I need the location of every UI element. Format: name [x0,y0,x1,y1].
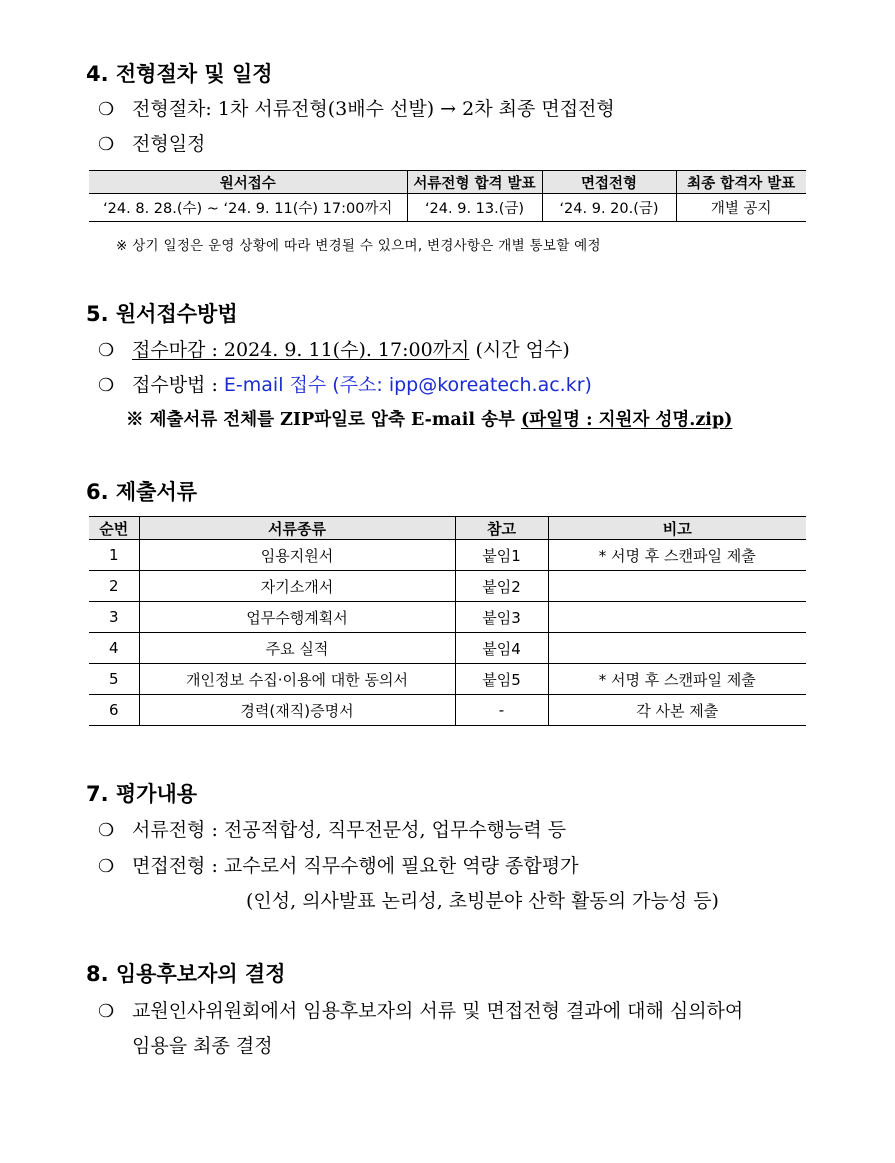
zip-filename: (파일명 : 지원자 성명.zip) [521,410,733,430]
deadline-note: (시간 엄수) [469,339,570,361]
schedule-cell: ‘24. 8. 28.(수) ~ ‘24. 9. 11(수) 17:00까지 [89,194,407,222]
schedule-row [89,194,806,222]
deadline-line [98,335,570,362]
doc-eval-line [98,815,566,842]
email-address[interactable]: E-mail 접수 (주소: ipp@koreatech.ac.kr) [223,374,592,396]
method-line [98,370,592,397]
bullet-circle-icon: ❍ [98,375,115,396]
zip-note-line [126,406,732,431]
interview-detail: (인성, 의사발표 논리성, 초빙분야 산학 활동의 가능성 등) [246,890,719,912]
document-remark: * 서명 후 스캔파일 제출 [548,540,806,571]
row-number: 1 [89,540,139,571]
document-type: 업무수행계획서 [139,602,455,633]
documents-header-cell: 순번 [89,517,139,540]
interview-eval-line [98,851,578,878]
schedule-label-line [98,129,205,156]
bullet-circle-icon: ❍ [98,856,115,877]
schedule-cell: ‘24. 9. 20.(금) [542,194,676,222]
document-type: 자기소개서 [139,571,455,602]
doc-eval-text: 서류전형 : 전공적합성, 직무전문성, 업무수행능력 등 [132,819,567,841]
section-4-title: 4. 전형절차 및 일정 [86,62,273,86]
section-6-title: 6. 제출서류 [86,480,198,504]
section-5-title: 5. 원서접수방법 [86,302,238,326]
bullet-circle-icon: ❍ [98,1001,115,1022]
bullet-circle-icon: ❍ [98,134,115,155]
document-type: 주요 실적 [139,633,455,664]
row-number: 3 [89,602,139,633]
procedure-text: 전형절차: 1차 서류전형(3배수 선발) → 2차 최종 면접전형 [132,98,615,120]
schedule-table [89,170,806,222]
row-number: 2 [89,571,139,602]
zip-note: ※ 제출서류 전체를 ZIP파일로 압축 E-mail 송부 [126,410,522,430]
procedure-line [98,94,615,121]
documents-table [89,516,806,726]
document-ref: 붙임3 [455,602,548,633]
row-number: 5 [89,664,139,695]
table-row [89,633,806,664]
table-row [89,571,806,602]
decision-text-2: 임용을 최종 결정 [132,1035,273,1057]
document-remark [548,571,806,602]
document-ref: 붙임1 [455,540,548,571]
document-type: 임용지원서 [139,540,455,571]
bullet-circle-icon: ❍ [98,820,115,841]
document-remark [548,602,806,633]
bullet-circle-icon: ❍ [98,340,115,361]
section-7-title: 7. 평가내용 [86,782,198,806]
decision-text-1: 교원인사위원회에서 임용후보자의 서류 및 면접전형 결과에 대해 심의하여 [132,1000,744,1022]
decision-line-1 [98,996,743,1023]
schedule-header-row [89,171,806,194]
document-ref: 붙임5 [455,664,548,695]
schedule-header-cell: 최종 합격자 발표 [676,171,806,194]
schedule-header-cell: 서류전형 합격 발표 [407,171,542,194]
bullet-circle-icon: ❍ [98,99,115,120]
document-ref: 붙임4 [455,633,548,664]
section-8-title: 8. 임용후보자의 결정 [86,962,286,986]
document-remark [548,633,806,664]
documents-header-cell: 비고 [548,517,806,540]
schedule-note: ※ 상기 일정은 운영 상황에 따라 변경될 수 있으며, 변경사항은 개별 통보할 예정 [116,238,601,254]
table-row [89,602,806,633]
row-number: 4 [89,633,139,664]
interview-eval-text: 면접전형 : 교수로서 직무수행에 필요한 역량 종합평가 [132,855,579,877]
document-ref: 붙임2 [455,571,548,602]
table-row [89,695,806,726]
schedule-cell: ‘24. 9. 13.(금) [407,194,542,222]
documents-header-row [89,517,806,540]
schedule-header-cell: 원서접수 [89,171,407,194]
row-number: 6 [89,695,139,726]
document-remark: 각 사본 제출 [548,695,806,726]
table-row [89,664,806,695]
schedule-cell: 개별 공지 [676,194,806,222]
deadline-text: 접수마감 : 2024. 9. 11(수). 17:00까지 [132,339,470,361]
documents-header-cell: 서류종류 [139,517,455,540]
documents-header-cell: 참고 [455,517,548,540]
schedule-label: 전형일정 [132,133,206,155]
method-label: 접수방법 : [132,374,224,396]
document-type: 경력(재직)증명서 [139,695,455,726]
document-type: 개인정보 수집·이용에 대한 동의서 [139,664,455,695]
document-ref: - [455,695,548,726]
document-remark: * 서명 후 스캔파일 제출 [548,664,806,695]
table-row [89,540,806,571]
schedule-header-cell: 면접전형 [542,171,676,194]
